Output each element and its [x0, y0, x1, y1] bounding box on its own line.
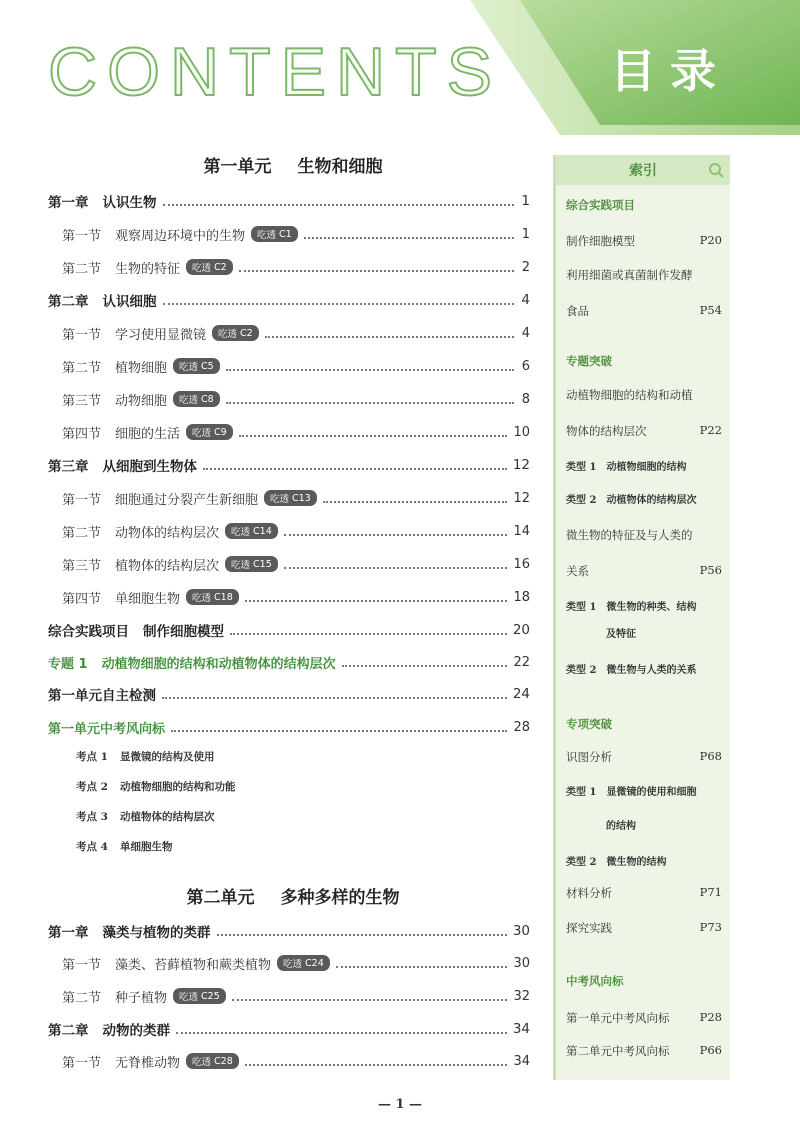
leader-dots — [304, 237, 514, 239]
index-page: P68 — [699, 749, 722, 763]
index-item-text: 类型 2 微生物与人类的关系 — [566, 665, 697, 676]
toc-chapter-row[interactable] — [48, 289, 530, 311]
index-item-text: 利用细菌或真菌制作发酵 — [566, 268, 693, 282]
toc-page-number: 24 — [512, 686, 530, 702]
index-item-text: 物体的结构层次 — [566, 424, 647, 438]
kaodian-item — [76, 749, 214, 764]
index-item-text: 制作细胞模型 — [566, 234, 635, 248]
toc-entry-number: 第二章 — [48, 294, 89, 310]
toc-page-number: 10 — [513, 424, 530, 440]
toc-entry-title: 生物的特征 — [115, 261, 181, 277]
index-page: P71 — [699, 885, 722, 899]
toc-entry-title: 认识生物 — [102, 195, 157, 211]
kaodian-item — [76, 809, 214, 824]
kaodian-number: 考点 4 — [76, 841, 108, 853]
badge-prefix: 吃透 — [283, 959, 303, 970]
index-item-text: 识图分析 — [566, 750, 612, 764]
index-item[interactable] — [566, 625, 722, 640]
index-item[interactable] — [566, 387, 722, 403]
badge-prefix: 吃透 — [179, 395, 199, 406]
toc-chapter-row[interactable] — [48, 454, 530, 476]
toc-entry-number: 第一节 — [62, 228, 102, 244]
index-page: P56 — [699, 563, 722, 577]
toc-entry-title: 无脊椎动物 — [115, 1055, 181, 1071]
page-title: 目录 — [610, 44, 730, 98]
leader-dots — [336, 966, 508, 968]
leader-dots — [162, 697, 507, 699]
index-category — [566, 197, 722, 213]
toc-entry-title: 学习使用显微镜 — [115, 327, 207, 343]
toc-entry-number: 第一节 — [62, 327, 102, 343]
leader-dots — [232, 999, 508, 1001]
badge-prefix: 吃透 — [257, 230, 277, 241]
toc-entry-number: 第四节 — [62, 591, 102, 607]
index-item-text: 专题突破 — [566, 354, 612, 368]
toc-section-row[interactable] — [48, 388, 530, 410]
index-page: P73 — [699, 920, 722, 934]
leader-dots — [239, 270, 514, 272]
toc-section-row[interactable] — [48, 322, 530, 344]
chitou-badge — [186, 589, 239, 605]
toc-entry-title: 动植物细胞的结构和动植物体的结构层次 — [101, 656, 336, 672]
toc-page-number: 32 — [513, 988, 530, 1004]
badge-code: C2 — [240, 327, 253, 339]
badge-prefix: 吃透 — [192, 1057, 212, 1068]
toc-entry-number: 第一节 — [62, 492, 102, 508]
chitou-badge — [225, 556, 278, 572]
kaodian-number: 考点 1 — [76, 751, 108, 763]
toc-page-number: 30 — [512, 923, 530, 939]
toc-section-row[interactable] — [48, 586, 530, 608]
index-item-text: 食品 — [566, 304, 589, 318]
index-item-text: 第一单元中考风向标 — [566, 1011, 670, 1025]
badge-prefix: 吃透 — [179, 362, 199, 373]
leader-dots — [245, 1064, 508, 1066]
chitou-badge — [186, 1053, 239, 1069]
toc-entry-title: 藻类与植物的类群 — [102, 925, 211, 941]
index-page: P28 — [699, 1010, 722, 1024]
badge-prefix: 吃透 — [192, 428, 212, 439]
toc-entry-number: 第二节 — [62, 360, 102, 376]
toc-page-number: 1 — [521, 193, 530, 209]
index-category — [566, 353, 722, 369]
badge-code: C5 — [201, 360, 214, 372]
leader-dots — [176, 1032, 507, 1034]
toc-entry-number: 第二节 — [62, 261, 102, 277]
index-item-text: 材料分析 — [566, 886, 612, 900]
toc-entry-number: 第四节 — [62, 426, 102, 442]
toc-entry-number: 第一节 — [62, 1055, 102, 1071]
toc-section-row[interactable] — [48, 952, 530, 974]
leader-dots — [245, 600, 508, 602]
kaodian-item — [76, 839, 172, 854]
sidebar-header — [556, 155, 730, 185]
toc-entry-title: 植物体的结构层次 — [115, 558, 220, 574]
index-page: P20 — [699, 233, 722, 247]
unit-name: 多种多样的生物 — [280, 888, 400, 908]
index-category — [566, 716, 722, 732]
toc-page-number: 2 — [521, 259, 530, 275]
index-item[interactable] — [566, 598, 722, 613]
toc-entry-number: 第三章 — [48, 459, 89, 475]
index-item-text: 及特征 — [566, 629, 636, 640]
kaodian-number: 考点 2 — [76, 781, 108, 793]
badge-prefix: 吃透 — [231, 560, 251, 571]
index-item[interactable] — [566, 817, 722, 832]
toc-section-row[interactable] — [48, 985, 530, 1007]
toc-page-number: 12 — [513, 490, 530, 506]
chitou-badge — [186, 259, 233, 275]
leader-dots — [342, 665, 508, 667]
index-item-text: 的结构 — [566, 821, 636, 832]
index-category — [566, 973, 722, 989]
toc-section-row[interactable] — [48, 520, 530, 542]
toc-entry-title: 单细胞生物 — [115, 591, 181, 607]
index-item-text: 类型 1 微生物的种类、结构 — [566, 602, 697, 613]
unit-number: 第一单元 — [203, 157, 272, 177]
index-item-text: 类型 1 动植物细胞的结构 — [566, 462, 687, 473]
toc-entry-title: 动物的类群 — [102, 1023, 170, 1039]
toc-chapter-row[interactable] — [48, 683, 530, 705]
index-item-text: 第二单元中考风向标 — [566, 1044, 670, 1058]
toc-entry-title: 动物体的结构层次 — [115, 525, 220, 541]
index-item[interactable] — [566, 458, 722, 473]
toc-chapter-row[interactable] — [48, 1018, 530, 1040]
index-item[interactable] — [566, 527, 722, 543]
index-item-text: 类型 1 显微镜的使用和细胞 — [566, 787, 697, 798]
toc-chapter-row[interactable] — [48, 716, 530, 738]
toc-page-number: 4 — [521, 292, 530, 308]
toc-page-number: 18 — [513, 589, 530, 605]
toc-entry-number: 专题 1 — [48, 656, 88, 672]
toc-page-number: 1 — [521, 226, 530, 242]
chitou-badge — [173, 358, 220, 374]
unit-name: 生物和细胞 — [297, 157, 383, 177]
toc-entry-number: 第二节 — [62, 990, 102, 1006]
chitou-badge — [186, 424, 233, 440]
index-item-text: 关系 — [566, 564, 589, 578]
toc-entry-title: 动物细胞 — [115, 393, 168, 409]
index-item-text: 专项突破 — [566, 717, 612, 731]
badge-code: C18 — [214, 591, 233, 603]
leader-dots — [284, 567, 508, 569]
index-item[interactable] — [566, 853, 722, 868]
kaodian-title: 动植物细胞的结构和功能 — [119, 781, 236, 793]
toc-page-number: 34 — [513, 1053, 530, 1069]
toc-entry-title: 种子植物 — [115, 990, 168, 1006]
toc-entry-title: 第一单元中考风向标 — [48, 721, 166, 737]
toc-section-row[interactable] — [48, 1050, 530, 1072]
leader-dots — [323, 501, 508, 503]
toc-entry-number: 第二章 — [48, 1023, 89, 1039]
toc-entry-number: 第一章 — [48, 195, 89, 211]
unit-title — [48, 883, 538, 908]
index-item-text: 综合实践项目 — [566, 198, 635, 212]
toc-chapter-row[interactable] — [48, 619, 530, 641]
toc-entry-title: 第一单元自主检测 — [48, 688, 156, 704]
toc-entry-number: 第三节 — [62, 558, 102, 574]
badge-prefix: 吃透 — [270, 494, 290, 505]
badge-prefix: 吃透 — [192, 593, 212, 604]
toc-section-row[interactable] — [48, 553, 530, 575]
toc-entry-number: 综合实践项目 — [48, 624, 129, 640]
chitou-badge — [212, 325, 259, 341]
index-item[interactable] — [566, 563, 722, 579]
leader-dots — [226, 402, 514, 404]
toc-page-number: 4 — [521, 325, 530, 341]
chitou-badge — [173, 988, 226, 1004]
unit-number: 第二单元 — [186, 888, 255, 908]
index-page: P66 — [699, 1043, 722, 1057]
badge-code: C14 — [253, 525, 272, 537]
index-item[interactable] — [566, 491, 722, 506]
toc-page-number: 8 — [521, 391, 530, 407]
index-item-text: 中考风向标 — [566, 974, 624, 988]
index-item-text: 类型 2 微生物的结构 — [566, 857, 667, 868]
toc-entry-number: 第一章 — [48, 925, 89, 941]
index-item[interactable] — [566, 783, 722, 798]
toc-entry-title: 细胞通过分裂产生新细胞 — [115, 492, 259, 508]
index-item-text: 探究实践 — [566, 921, 612, 935]
toc-entry-title: 藻类、苔藓植物和蕨类植物 — [115, 957, 272, 973]
index-item[interactable] — [566, 661, 722, 676]
leader-dots — [226, 369, 514, 371]
toc-entry-title: 认识细胞 — [102, 294, 157, 310]
badge-prefix: 吃透 — [192, 263, 212, 274]
badge-code: C9 — [214, 426, 227, 438]
toc-page-number: 16 — [513, 556, 530, 572]
index-item[interactable] — [566, 267, 722, 283]
toc-entry-title: 从细胞到生物体 — [102, 459, 197, 475]
badge-prefix: 吃透 — [179, 992, 199, 1003]
badge-code: C15 — [253, 558, 272, 570]
page-header — [0, 0, 800, 140]
leader-dots — [239, 435, 508, 437]
badge-code: C1 — [279, 228, 292, 240]
toc-entry-number: 第二节 — [62, 525, 102, 541]
index-item[interactable] — [566, 303, 722, 319]
unit-title — [48, 152, 538, 177]
toc-section-row[interactable] — [48, 421, 530, 443]
badge-code: C24 — [305, 957, 324, 969]
toc-page-number: 22 — [513, 654, 530, 670]
leader-dots — [163, 204, 515, 206]
leader-dots — [203, 468, 507, 470]
toc-page-number: 28 — [513, 719, 530, 735]
contents-word: CONTENTS — [48, 34, 502, 110]
toc-section-row[interactable] — [48, 355, 530, 377]
kaodian-title: 单细胞生物 — [119, 841, 173, 853]
index-item[interactable] — [566, 749, 722, 765]
index-sidebar — [553, 155, 730, 1080]
leader-dots — [217, 934, 507, 936]
leader-dots — [163, 303, 515, 305]
toc-page-number: 30 — [513, 955, 530, 971]
toc-page-number: 14 — [513, 523, 530, 539]
index-item-text: 动植物细胞的结构和动植 — [566, 388, 693, 402]
badge-code: C25 — [201, 990, 220, 1002]
toc-page-number: 34 — [512, 1021, 530, 1037]
index-item[interactable] — [566, 885, 722, 901]
toc-entry-title: 细胞的生活 — [115, 426, 181, 442]
badge-code: C13 — [292, 492, 311, 504]
toc-page-number: 6 — [521, 358, 530, 374]
kaodian-title: 动植物体的结构层次 — [119, 811, 215, 823]
index-item[interactable] — [566, 423, 722, 439]
index-page: P22 — [699, 423, 722, 437]
badge-code: C8 — [201, 393, 214, 405]
page-number: — 1 — — [377, 1097, 423, 1112]
toc-chapter-row[interactable] — [48, 651, 530, 673]
leader-dots — [265, 336, 514, 338]
chitou-badge — [173, 391, 220, 407]
index-item[interactable] — [566, 1010, 722, 1026]
toc-chapter-row[interactable] — [48, 190, 530, 212]
toc-entry-title: 制作细胞模型 — [143, 624, 224, 640]
index-item[interactable] — [566, 1043, 722, 1059]
toc-section-row[interactable] — [48, 256, 530, 278]
index-item[interactable] — [566, 233, 722, 249]
toc-section-row[interactable] — [48, 223, 530, 245]
badge-prefix: 吃透 — [231, 527, 251, 538]
chitou-badge — [264, 490, 317, 506]
toc-entry-title: 植物细胞 — [115, 360, 168, 376]
sidebar-title: 索引 — [629, 163, 657, 179]
toc-page-number: 20 — [512, 622, 530, 638]
chitou-badge — [225, 523, 278, 539]
leader-dots — [284, 534, 508, 536]
toc-page-number: 12 — [512, 457, 530, 473]
leader-dots — [171, 730, 507, 732]
toc-entry-number: 第一节 — [62, 957, 102, 973]
toc-chapter-row[interactable] — [48, 920, 530, 942]
chitou-badge — [251, 226, 298, 242]
index-item-text: 类型 2 动植物体的结构层次 — [566, 495, 697, 506]
index-page: P54 — [699, 303, 722, 317]
search-icon — [708, 162, 724, 178]
kaodian-number: 考点 3 — [76, 811, 108, 823]
toc-section-row[interactable] — [48, 487, 530, 509]
index-item-text: 微生物的特征及与人类的 — [566, 528, 693, 542]
toc-entry-number: 第三节 — [62, 393, 102, 409]
index-item[interactable] — [566, 920, 722, 936]
kaodian-item — [76, 779, 235, 794]
kaodian-title: 显微镜的结构及使用 — [119, 751, 215, 763]
chitou-badge — [277, 955, 330, 971]
badge-code: C2 — [214, 261, 227, 273]
badge-code: C28 — [214, 1055, 233, 1067]
badge-prefix: 吃透 — [218, 329, 238, 340]
leader-dots — [230, 633, 507, 635]
toc-entry-title: 观察周边环境中的生物 — [115, 228, 246, 244]
